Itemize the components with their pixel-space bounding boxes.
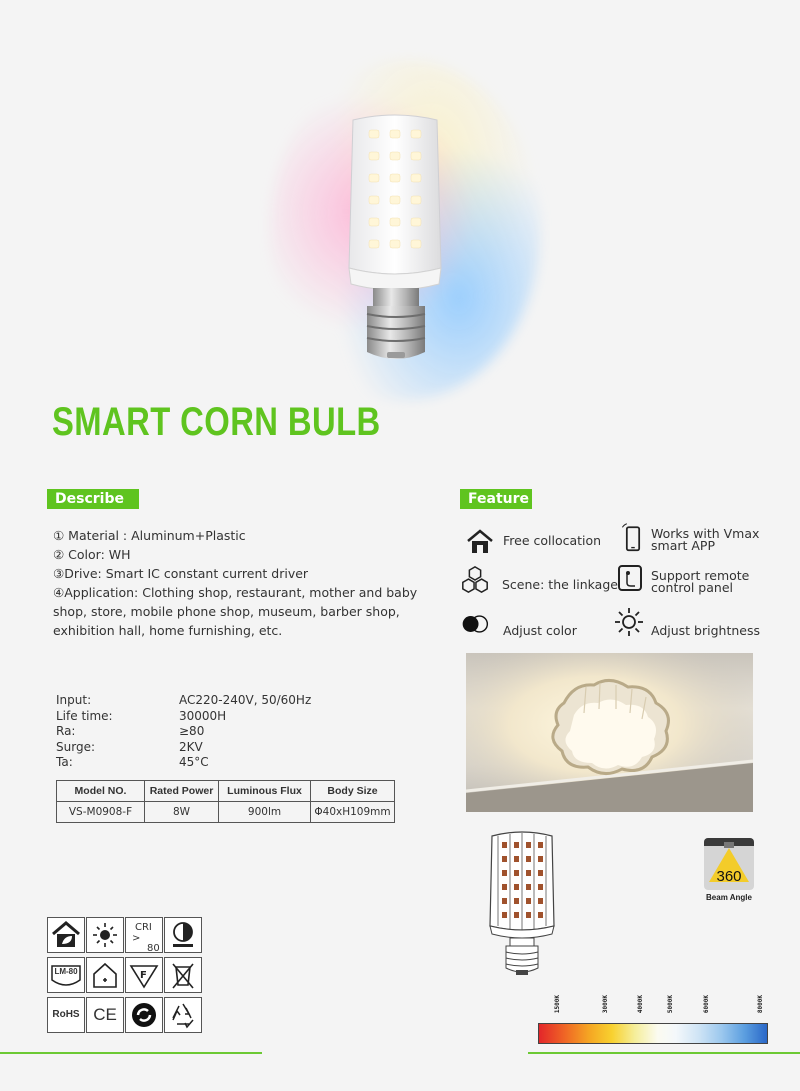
table-cell: Φ40xH109mm xyxy=(311,802,395,823)
green-dot-icon xyxy=(125,997,163,1033)
feature-label: Adjust color xyxy=(503,623,577,638)
color-circles-icon xyxy=(460,609,490,639)
spec-key: Surge: xyxy=(56,739,95,754)
spec-key: Input: xyxy=(56,693,92,707)
spec-table xyxy=(56,780,395,823)
spec-value: 2KV xyxy=(179,739,203,754)
beam-angle-value: 360 xyxy=(716,868,742,885)
eco-house-badge xyxy=(47,917,85,953)
table-cell: 8W xyxy=(145,802,219,823)
feature-label: Works with Vmax smart APP xyxy=(651,526,760,553)
ce-label: CE xyxy=(93,1005,117,1024)
spec-key: Ra: xyxy=(56,724,76,738)
table-row xyxy=(57,802,395,823)
table-header-row xyxy=(57,781,395,802)
table-cell: 900lm xyxy=(219,802,311,823)
describe-item: ④Application: Clothing shop, restaurant, mother and baby shop, store, mobile phone shop, museum, barber shop, exhibition hall, home furnishing, etc. xyxy=(53,585,418,638)
lm80-badge xyxy=(47,957,85,993)
describe-item: ① Material : Aluminum+Plastic xyxy=(53,528,246,543)
table-header: Luminous Flux xyxy=(219,781,311,802)
ce-badge xyxy=(86,997,124,1033)
remote-panel-icon xyxy=(615,563,645,593)
feature-label: Support remote control panel xyxy=(651,568,750,595)
spec-value: 45°C xyxy=(179,755,209,769)
bottom-divider-right xyxy=(528,1052,800,1054)
kelvin-tick-label: 6000K xyxy=(703,995,710,1014)
indoor-use-icon xyxy=(86,957,124,993)
cri-value: 80 xyxy=(147,943,160,954)
spec-value: ≥80 xyxy=(179,724,205,738)
table-cell: VS-M0908-F xyxy=(57,802,145,823)
feature-heading: Feature xyxy=(460,489,532,509)
product-title: SMART CORN BULB xyxy=(52,400,381,444)
color-temperature-bar xyxy=(538,1023,768,1044)
spec-value: AC220-240V, 50/60Hz xyxy=(179,693,312,707)
smartphone-icon xyxy=(618,522,648,552)
spec-key: Ta: xyxy=(56,755,73,769)
table-header: Rated Power xyxy=(145,781,219,802)
describe-item: ③Drive: Smart IC constant current driver xyxy=(53,566,309,581)
kelvin-tick-label: 5000K xyxy=(667,995,674,1014)
kelvin-tick-label: 8000K xyxy=(757,995,764,1014)
spec-value: 30000H xyxy=(179,708,227,723)
table-header: Body Size xyxy=(311,781,395,802)
feature-label: Adjust brightness xyxy=(651,623,760,638)
describe-heading: Describe xyxy=(47,489,139,509)
table-header: Model NO. xyxy=(57,781,145,802)
spec-key: Life time: xyxy=(56,708,113,723)
kelvin-tick-label: 3000K xyxy=(602,995,609,1014)
rohs-label: RoHS xyxy=(52,1009,80,1020)
describe-list xyxy=(53,526,433,640)
cri-label: CRI xyxy=(135,922,152,933)
feature-label: Scene: the linkage xyxy=(502,577,618,592)
describe-item: ② Color: WH xyxy=(53,547,131,562)
recycle-icon xyxy=(164,997,202,1033)
cri-symbol: > xyxy=(132,933,141,944)
rohs-badge xyxy=(47,997,85,1033)
beam-angle-graphic xyxy=(704,838,754,890)
sun-icon xyxy=(86,917,124,953)
fire-rating-icon xyxy=(125,957,163,993)
svg-text:F: F xyxy=(140,970,147,981)
cri-badge xyxy=(125,917,163,953)
dimmable-icon xyxy=(164,917,202,953)
lm80-label: LM-80 xyxy=(54,967,78,976)
beam-angle-label: Beam Angle xyxy=(706,893,752,902)
kelvin-tick-label: 4000K xyxy=(637,995,644,1014)
weee-bin-icon xyxy=(164,957,202,993)
kelvin-tick-label: 1500K xyxy=(554,995,561,1014)
hexagon-cluster-icon xyxy=(460,565,490,595)
bulb-line-drawing xyxy=(484,830,560,980)
hero-corn-bulb-image xyxy=(335,108,455,368)
bottom-divider-left xyxy=(0,1052,262,1054)
ceiling-lamp-photo xyxy=(466,653,753,812)
feature-label: Free collocation xyxy=(503,533,602,548)
house-icon xyxy=(465,527,495,557)
sun-icon xyxy=(614,607,644,637)
